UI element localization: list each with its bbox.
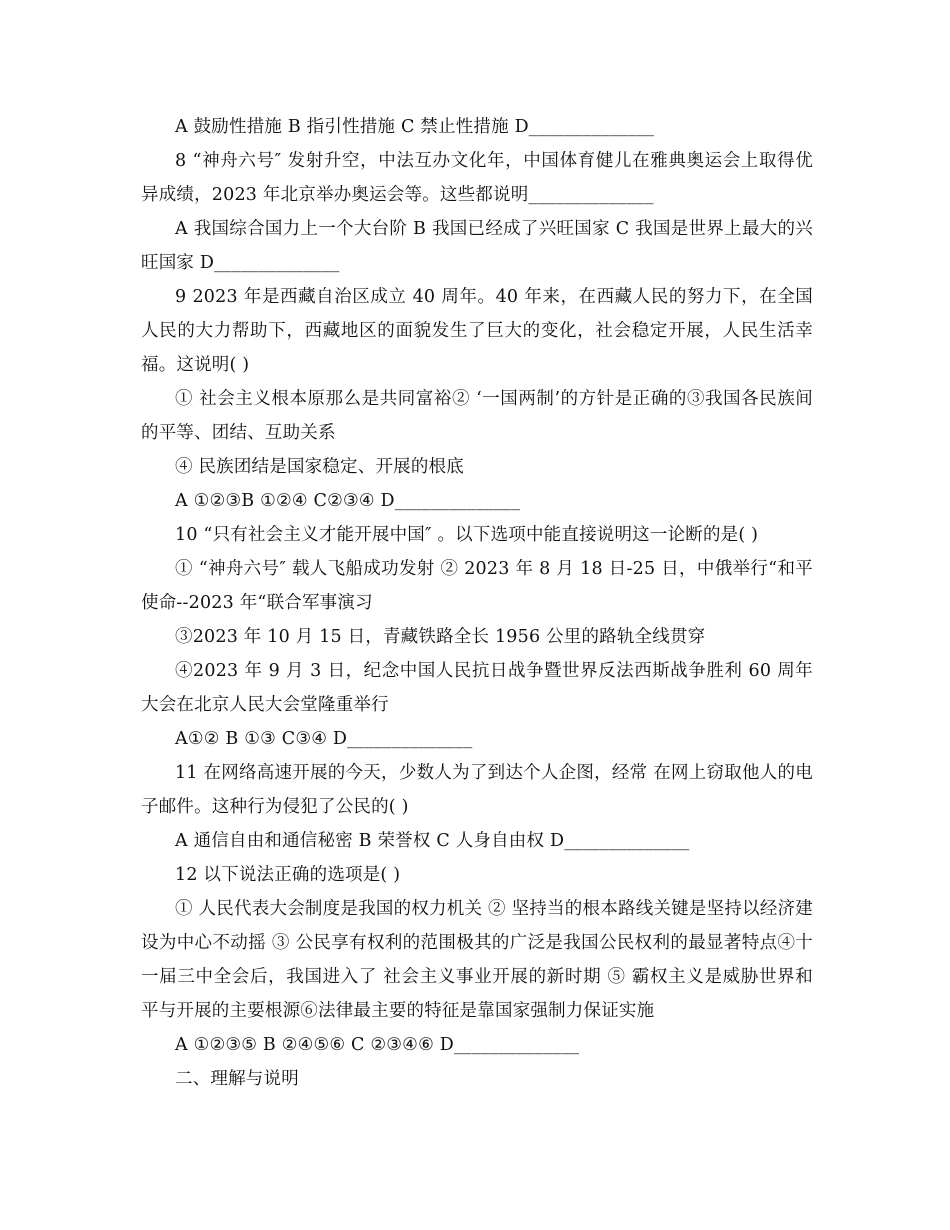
q8-stem: 8 “神舟六号″ 发射升空，中法互办文化年，中国体育健儿在雅典奥运会上取得优异成绩，2023 年北京举办奥运会等。这些都说明______________ bbox=[141, 151, 813, 205]
q7-options: A 鼓励性措施 B 指引性措施 C 禁止性措施 D______________ bbox=[175, 117, 655, 137]
q8-options: A 我国综合国力上一个大台阶 B 我国已经成了兴旺国家 C 我国是世界上最大的兴旺国家 D______________ bbox=[141, 219, 813, 273]
q12-options: A ①②③⑤ B ②④⑤⑥ C ②③④⑥ D______________ bbox=[175, 1035, 580, 1055]
q11-stem: 11 在网络高速开展的今天，少数人为了到达个人企图，经常 在网上窃取他人的电子邮件。这种行为侵犯了公民的( ) bbox=[141, 763, 813, 817]
q9-statement-4: ④ 民族团结是国家稳定、开展的根底 bbox=[175, 457, 464, 477]
q10-statements-1-2: ① “神舟六号″ 载人飞船成功发射 ② 2023 年 8 月 18 日-25 日，中俄举行“和平使命--2023 年“联合军事演习 bbox=[141, 559, 813, 613]
q12-stem: 12 以下说法正确的选项是( ) bbox=[175, 865, 401, 885]
q10-stem: 10 “只有社会主义才能开展中国″ 。以下选项中能直接说明这一论断的是( ) bbox=[175, 525, 759, 545]
q9-statements-1-3: ① 社会主义根本原那么是共同富裕② ‘一国两制’的方针是正确的③我国各民族间的平等、团结、互助关系 bbox=[141, 389, 813, 443]
q10-statement-4: ④2023 年 9 月 3 日，纪念中国人民抗日战争暨世界反法西斯战争胜利 60 周年大会在北京人民大会堂隆重举行 bbox=[141, 661, 813, 715]
question-text-block bbox=[141, 110, 813, 1096]
q9-options: A ①②③B ①②④ C②③④ D______________ bbox=[175, 491, 521, 511]
q10-options: A①② B ①③ C③④ D______________ bbox=[175, 729, 473, 749]
q10-statement-3: ③2023 年 10 月 15 日，青藏铁路全长 1956 公里的路轨全线贯穿 bbox=[175, 627, 706, 647]
q9-stem: 9 2023 年是西藏自治区成立 40 周年。40 年来，在西藏人民的努力下，在全国人民的大力帮助下，西藏地区的面貌发生了巨大的变化，社会稳定开展，人民生活幸福。这说明( ) bbox=[141, 287, 813, 375]
q11-options: A 通信自由和通信秘密 B 荣誉权 C 人身自由权 D______________ bbox=[175, 831, 690, 851]
section-heading: 二、理解与说明 bbox=[175, 1069, 299, 1089]
q12-statements: ① 人民代表大会制度是我国的权力机关 ② 坚持当的根本路线关键是坚持以经济建设为中心不动摇 ③ 公民享有权利的范围极其的广泛是我国公民权利的最显著特点④十一届三中全会后，我国进入了 社会主义事业开展的新时期 ⑤ 霸权主义是威胁世界和平与开展的主要根源⑥法律最主要的特征是靠国家强制力保证实施 bbox=[141, 899, 813, 1021]
